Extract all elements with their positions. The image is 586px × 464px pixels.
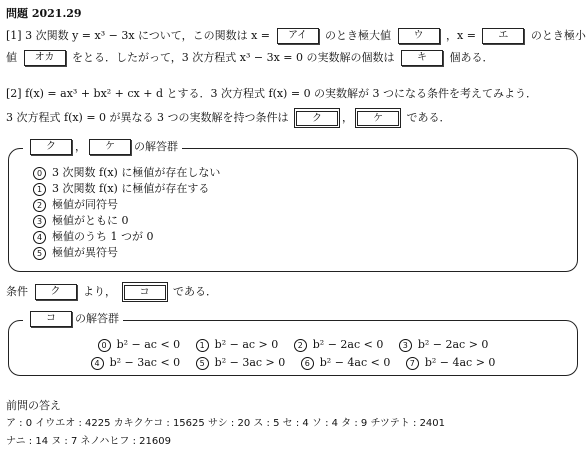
part1-line1-text-c: ，x = — [446, 29, 476, 42]
condition-text-a: 条件 — [6, 285, 28, 298]
option-k2-number: 2 — [294, 339, 307, 352]
option-number-2: 2 — [33, 199, 46, 212]
part1-line2-text-b: をとる．したがって，3 次方程式 x³ − 3x = 0 の実数解の個数は — [72, 51, 395, 64]
condition-text-b: より， — [83, 285, 116, 298]
answer-group-ku-ke-header — [23, 139, 182, 155]
answer-box-ke-label: ケ — [357, 111, 399, 126]
option-k0-number: 0 — [98, 339, 111, 352]
option-k3-number: 3 — [399, 339, 412, 352]
option-text-5: 極値が異符号 — [52, 246, 118, 259]
option-k5-number: 5 — [196, 357, 209, 370]
option-k3-text: b² − 2ac > 0 — [417, 338, 489, 351]
group1-label: の解答群 — [134, 140, 178, 153]
option-number-0: 0 — [33, 167, 46, 180]
option-k6-number: 6 — [301, 357, 314, 370]
condition-line — [6, 282, 217, 302]
answer-box-oka[interactable]: オカ — [24, 50, 66, 66]
group1-sep: ， — [75, 140, 86, 153]
option-k7-number: 7 — [406, 357, 419, 370]
answer-box-e[interactable]: エ — [482, 28, 524, 44]
option-k4-number: 4 — [91, 357, 104, 370]
option-text-0: 3 次関数 f(x) に極値が存在しない — [52, 166, 221, 179]
option-number-3: 3 — [33, 215, 46, 228]
part1-line1-text-a: [1] 3 次関数 y = x³ − 3x について，この関数は x = — [6, 29, 270, 42]
part1-line1-text-d: のとき極小 — [530, 29, 586, 42]
option-k4[interactable] — [91, 356, 181, 369]
part2-line2-text-a: 3 次方程式 f(x) = 0 が異なる 3 つの実数解を持つ条件は — [6, 111, 289, 124]
option-5[interactable] — [33, 245, 118, 261]
part1-line2-text-c: 個ある． — [449, 51, 494, 64]
part2-line2-sep: ， — [342, 111, 354, 124]
part1-line1-text-b: のとき極大値 — [325, 29, 391, 42]
previous-answers-line1: ア : 0 イウエオ : 4225 カキクケコ : 15625 サシ : 20 ス : 5 セ : 4 ソ : 4 タ : 9 チツテト : 2401 — [6, 418, 446, 429]
condition-text-c: である． — [173, 285, 217, 298]
option-k5-text: b² − 3ac > 0 — [214, 356, 286, 369]
option-k1[interactable] — [196, 338, 279, 351]
part1-line2 — [6, 50, 494, 66]
option-k3[interactable] — [399, 338, 489, 351]
answer-box-ko-label: コ — [124, 285, 166, 300]
answer-box-ke[interactable] — [355, 108, 401, 128]
part2-line2 — [6, 108, 451, 128]
option-row-2 — [9, 355, 577, 371]
part1-line2-text-a: 値 — [6, 51, 17, 64]
group2-box-ko: コ — [30, 311, 72, 327]
option-k6[interactable] — [301, 356, 391, 369]
option-text-3: 極値がともに 0 — [52, 214, 129, 227]
option-k0[interactable] — [98, 338, 181, 351]
option-number-4: 4 — [33, 231, 46, 244]
option-k7-text: b² − 4ac > 0 — [424, 356, 496, 369]
answer-box-aii[interactable]: アイ — [277, 28, 319, 44]
option-0[interactable] — [33, 165, 220, 181]
option-k5[interactable] — [196, 356, 286, 369]
option-k1-text: b² − ac > 0 — [214, 338, 279, 351]
option-text-2: 極値が同符号 — [52, 198, 118, 211]
answer-group-ko-header — [23, 311, 123, 327]
option-3[interactable] — [33, 213, 129, 229]
option-k2-text: b² − 2ac < 0 — [312, 338, 384, 351]
answer-box-ku[interactable] — [294, 108, 340, 128]
option-text-1: 3 次関数 f(x) に極値が存在する — [52, 182, 210, 195]
part2-line1: [2] f(x) = ax³ + bx² + cx + d とする．3 次方程式 f(x) = 0 の実数解が 3 つになる条件を考えてみよう． — [6, 87, 538, 100]
answer-box-u[interactable]: ウ — [398, 28, 440, 44]
answer-group-ko — [8, 312, 578, 376]
answer-box-ki[interactable]: キ — [401, 50, 443, 66]
option-number-1: 1 — [33, 183, 46, 196]
group2-label: の解答群 — [75, 312, 119, 325]
answer-group-ku-ke — [8, 140, 578, 272]
option-2[interactable] — [33, 197, 118, 213]
group1-box-ku: ク — [30, 139, 72, 155]
option-number-5: 5 — [33, 247, 46, 260]
option-k1-number: 1 — [196, 339, 209, 352]
option-k0-text: b² − ac < 0 — [116, 338, 181, 351]
option-text-4: 極値のうち 1 つが 0 — [52, 230, 154, 243]
option-1[interactable] — [33, 181, 209, 197]
option-k6-text: b² − 4ac < 0 — [319, 356, 391, 369]
answer-box-ku-label: ク — [296, 111, 338, 126]
condition-box-ku[interactable]: ク — [35, 284, 77, 300]
page-title: 問題 2021.29 — [6, 7, 82, 20]
option-k4-text: b² − 3ac < 0 — [109, 356, 181, 369]
answer-box-ko[interactable] — [122, 282, 168, 302]
option-k2[interactable] — [294, 338, 384, 351]
option-4[interactable] — [33, 229, 154, 245]
option-row-1 — [9, 337, 577, 353]
option-k7[interactable] — [406, 356, 496, 369]
part1-line1 — [6, 28, 586, 44]
group1-box-ke: ケ — [89, 139, 131, 155]
previous-answers-line2: ナニ : 14 ヌ : 7 ネノハヒフ : 21609 — [6, 436, 171, 447]
part2-line2-text-b: である． — [406, 111, 451, 124]
previous-answers-heading: 前問の答え — [6, 399, 61, 412]
